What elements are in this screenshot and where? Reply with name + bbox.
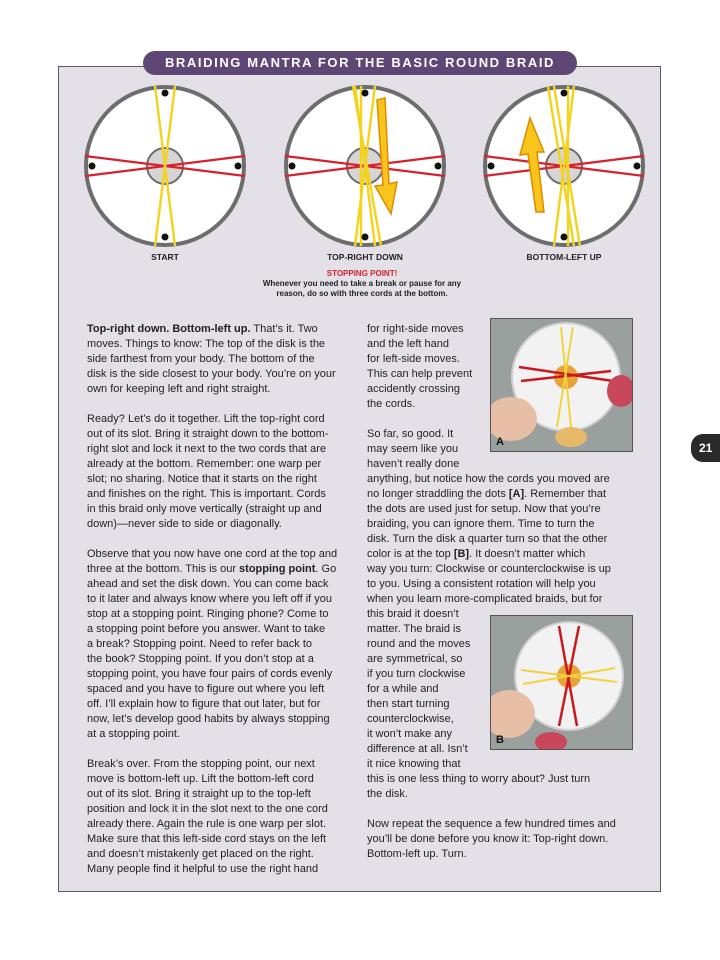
line: So far, so good. It — [367, 428, 454, 440]
line: stopping point, you have four pairs of cords evenly — [87, 668, 333, 680]
line: disk. Turn the disk a quarter turn so that the other — [367, 533, 608, 545]
line: out of its slot. Bring it straight down to the bottom- — [87, 428, 329, 440]
line: the dots are used just for setup. Now that you’re — [367, 503, 601, 515]
line: Top-right down. Bottom-left up. That’s it. Two — [87, 323, 318, 335]
page-number: 21 — [691, 434, 720, 462]
line: side farthest from your body. The bottom of the — [87, 353, 315, 365]
photo-b-illustration — [491, 616, 633, 750]
line: no longer straddling the dots [A]. Remember that — [367, 488, 607, 500]
diagram-label-bottom-left-up: BOTTOM-LEFT UP — [526, 252, 602, 262]
line: at a stopping point. — [87, 728, 180, 740]
line: and the left hand — [367, 338, 449, 350]
line: own for keeping left and right straight. — [87, 383, 271, 395]
line: and finishes on the right. This is important. Cords — [87, 488, 326, 500]
disk-diagram-start — [83, 84, 247, 248]
photo-label: B — [496, 734, 504, 746]
line: in this braid only move vertically (straight up and — [87, 503, 322, 515]
line: to you. Using a consistent rotation will help you — [367, 578, 596, 590]
disk-diagram-bottom-left-up — [482, 84, 646, 248]
photo-b — [490, 615, 633, 750]
line: this braid it doesn’t — [367, 608, 459, 620]
line: it won’t make any — [367, 728, 452, 740]
paragraph — [87, 322, 359, 397]
line: if you turn clockwise — [367, 668, 466, 680]
line: This can help prevent — [367, 368, 473, 380]
paragraph — [367, 817, 642, 862]
line: moves. Things to know: The top of the disk is the — [87, 338, 326, 350]
line: the disk. — [367, 788, 408, 800]
line: then start turning — [367, 698, 450, 710]
line: right slot and lock it next to the two cords that are — [87, 443, 327, 455]
line: Make sure that this left-side cord stays on the left — [87, 833, 327, 845]
line: are symmetrical, so — [367, 653, 463, 665]
line: a stopping point before you answer. Want to take — [87, 623, 326, 635]
page-title: BRAIDING MANTRA FOR THE BASIC ROUND BRAID — [143, 51, 577, 75]
line: for left-side moves. — [367, 353, 460, 365]
paragraph — [87, 757, 359, 877]
line: down)—never side to side or diagonally. — [87, 518, 282, 530]
photo-a-illustration — [491, 319, 633, 452]
stopping-point-note — [232, 269, 492, 299]
line: for right-side moves — [367, 323, 464, 335]
line: accidently crossing — [367, 383, 460, 395]
line: disk is the side closest to your body. You’re on your — [87, 368, 336, 380]
line: three at the bottom. This is our stopping point. Go — [87, 563, 337, 575]
stopping-point-line: reason, do so with three cords at the bottom. — [276, 289, 448, 298]
line: ahead and set the disk down. You can come back — [87, 578, 329, 590]
line: the cords. — [367, 398, 416, 410]
line: already there. Again the rule is one warp per slot. — [87, 818, 327, 830]
line: it nice knowing that — [367, 758, 461, 770]
line: Many people find it helpful to use the right hand — [87, 863, 319, 875]
line: off. I’ll explain how to figure that out later, but for — [87, 698, 321, 710]
line: stop at a stopping point. Ringing phone? Come to — [87, 608, 329, 620]
line: matter. The braid is — [367, 623, 461, 635]
line: Ready? Let’s do it together. Lift the top-right cord — [87, 413, 325, 425]
stopping-point-heading: STOPPING POINT! — [326, 269, 398, 278]
line: Now repeat the sequence a few hundred times and — [367, 818, 616, 830]
diagram-label-start: START — [151, 252, 179, 262]
line: counterclockwise, — [367, 713, 454, 725]
line: already at the bottom. Remember: one warp per — [87, 458, 322, 470]
line: now, let’s develop good habits by always stopping — [87, 713, 330, 725]
line: position and lock it in the slot next to the one cord — [87, 803, 328, 815]
line: color is at the top [B]. It doesn’t matter which — [367, 548, 586, 560]
paragraph — [87, 412, 359, 532]
line: when you learn more-complicated braids, but for — [367, 593, 603, 605]
line: and doesn’t mistakenly get placed on the right. — [87, 848, 314, 860]
line: out of its slot. Bring it straight up to the top-left — [87, 788, 311, 800]
line: move is bottom-left up. Lift the bottom-left cord — [87, 773, 314, 785]
line: haven’t really done — [367, 458, 460, 470]
line: this is one less thing to worry about? Just turn — [367, 773, 591, 785]
line: you’ll be done before you know it: Top-right down. — [367, 833, 609, 845]
stopping-point-line: Whenever you need to take a break or pause for any — [262, 279, 462, 288]
line: a break? Stopping point. Need to refer back to — [87, 638, 313, 650]
line: slot; no sharing. Notice that it starts on the right — [87, 473, 317, 485]
line: round and the moves — [367, 638, 471, 650]
line: spaced and you have to figure out where you left — [87, 683, 325, 695]
line: way you turn: Clockwise or counterclockwise is up — [367, 563, 611, 575]
disk-diagram-top-right-down — [283, 84, 447, 248]
photo-label: A — [496, 436, 504, 448]
photo-a — [490, 318, 633, 452]
line: braiding, you can ignore them. Time to turn the — [367, 518, 595, 530]
line: for a while and — [367, 683, 439, 695]
left-column — [87, 322, 359, 892]
line: Bottom-left up. Turn. — [367, 848, 467, 860]
line: the book? Stopping point. If you don’t stop at a — [87, 653, 314, 665]
line: Observe that you now have one cord at the top and — [87, 548, 338, 560]
diagram-label-top-right-down: TOP-RIGHT DOWN — [327, 252, 403, 262]
line: Break’s over. From the stopping point, our next — [87, 758, 315, 770]
line: to it later and always know where you left off if you — [87, 593, 332, 605]
paragraph — [87, 547, 359, 742]
line: difference at all. Isn’t — [367, 743, 468, 755]
line: anything, but notice how the cords you moved are — [367, 473, 610, 485]
line: may seem like you — [367, 443, 459, 455]
